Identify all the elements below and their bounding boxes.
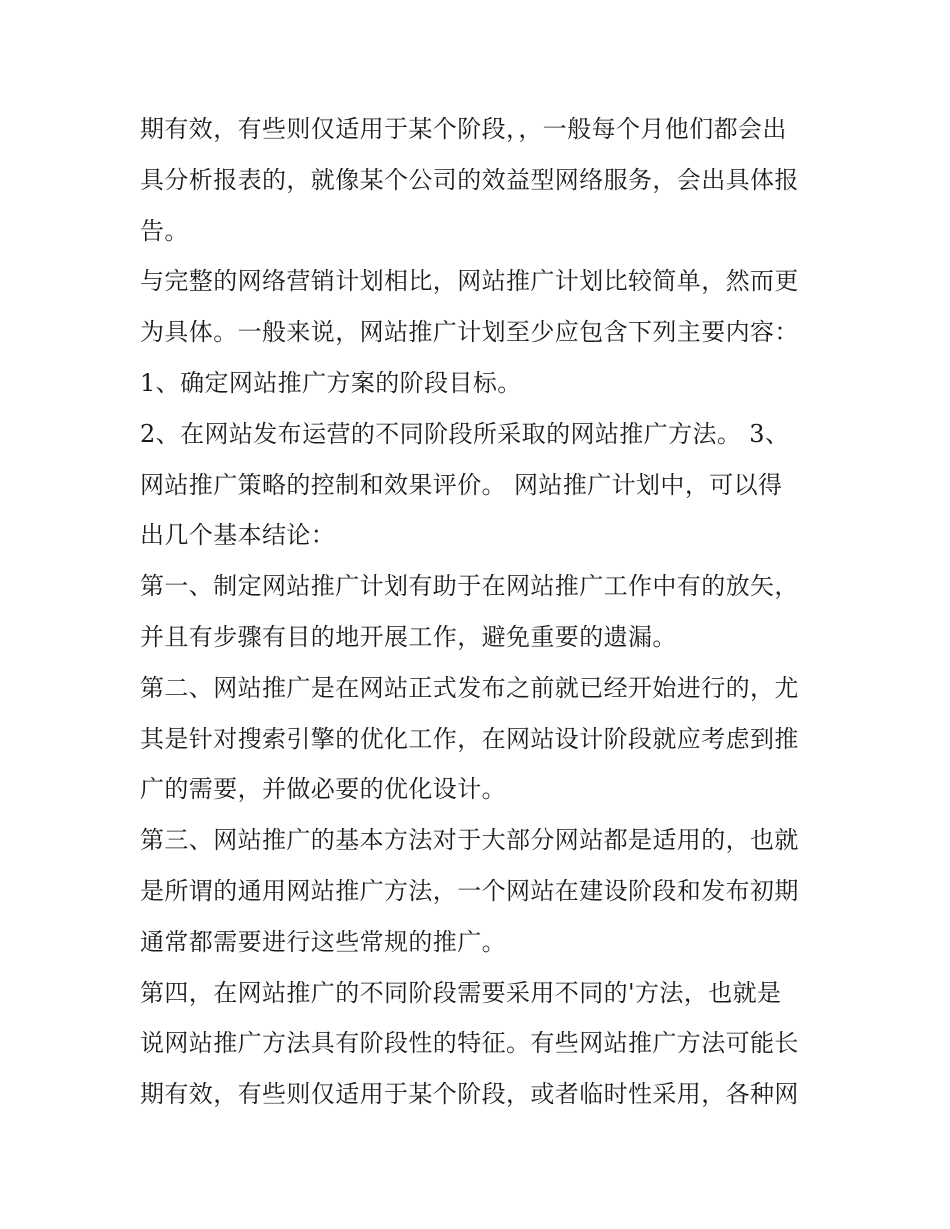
text-line: 说网站推广方法具有阶段性的特征。有些网站推广方法可能长 xyxy=(140,1029,799,1058)
text-line: 其是针对搜索引擎的优化工作，在网站设计阶段就应考虑到推 xyxy=(140,724,799,753)
body-text xyxy=(140,104,820,1120)
text-line: 期有效，有些则仅适用于某个阶段，，一般每个月他们都会出 xyxy=(140,115,787,143)
text-line: 告。 xyxy=(140,216,189,245)
text-line: 出几个基本结论： xyxy=(140,521,336,550)
text-line: 第二、网站推广是在网站正式发布之前就已经开始进行的，尤 xyxy=(140,673,799,702)
text-line: 期有效，有些则仅适用于某个阶段，或者临时性采用，各种网 xyxy=(140,1080,799,1109)
text-line: 是所谓的通用网站推广方法，一个网站在建设阶段和发布初期 xyxy=(140,876,799,905)
text-line: 2、在网站发布运营的不同阶段所采取的网站推广方法。 3、 xyxy=(140,419,790,448)
text-line: 为具体。一般来说，网站推广计划至少应包含下列主要内容： xyxy=(140,318,799,347)
text-line: 与完整的网络营销计划相比，网站推广计划比较简单，然而更 xyxy=(140,267,799,296)
text-line: 并且有步骤有目的地开展工作，避免重要的遗漏。 xyxy=(140,622,677,651)
text-line: 通常都需要进行这些常规的推广。 xyxy=(140,927,506,956)
text-line: 广的需要，并做必要的优化设计。 xyxy=(140,775,506,804)
text-line: 网站推广策略的控制和效果评价。 网站推广计划中，可以得 xyxy=(140,470,783,499)
text-line: 具分析报表的，就像某个公司的效益型网络服务，会出具体报 xyxy=(140,165,799,194)
text-line: 第四，在网站推广的不同阶段需要采用不同的'方法，也就是 xyxy=(140,978,782,1007)
text-line: 1、确定网站推广方案的阶段目标。 xyxy=(140,368,522,397)
text-line: 第三、网站推广的基本方法对于大部分网站都是适用的，也就 xyxy=(140,826,799,855)
text-line: 第一、制定网站推广计划有助于在网站推广工作中有的放矢， xyxy=(140,572,799,601)
